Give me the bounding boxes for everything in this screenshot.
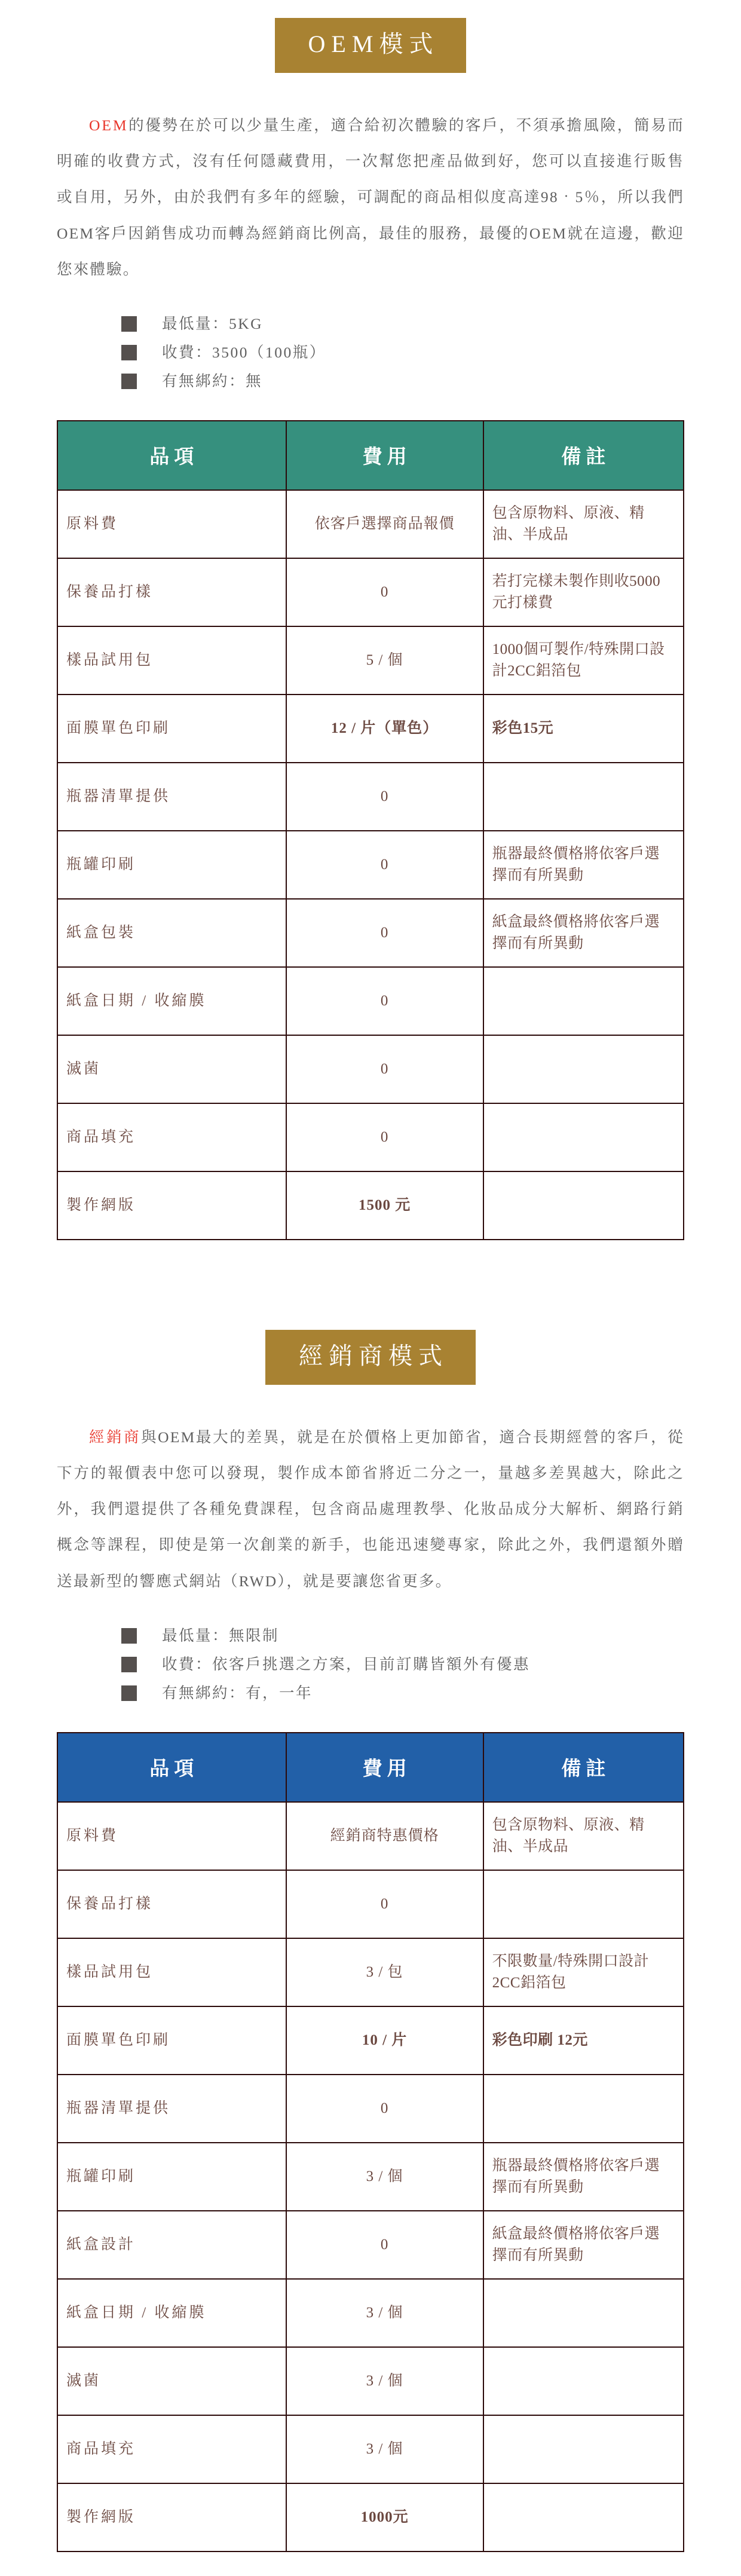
table-row — [57, 899, 684, 967]
cell-fee: 0 — [286, 2211, 483, 2279]
bottom-spacer — [0, 2552, 741, 2576]
table-row — [57, 2483, 684, 2551]
cell-fee: 0 — [286, 558, 483, 626]
cell-fee: 0 — [286, 1870, 483, 1938]
bullet-square-icon — [121, 374, 137, 389]
section-intro-paragraph — [57, 108, 684, 287]
table-row — [57, 2279, 684, 2347]
table-header-row — [57, 1733, 684, 1802]
table-row — [57, 2143, 684, 2211]
cell-fee: 1500 元 — [286, 1171, 483, 1240]
table-row — [57, 558, 684, 626]
cell-fee: 3 / 包 — [286, 1938, 483, 2006]
cell-item: 滅菌 — [57, 2347, 286, 2415]
cell-item: 紙盒包裝 — [57, 899, 286, 967]
cell-fee: 0 — [286, 1035, 483, 1103]
cell-item: 製作網版 — [57, 2483, 286, 2551]
table-row — [57, 1938, 684, 2006]
column-header-3: 備註 — [483, 421, 684, 490]
table-row — [57, 1103, 684, 1171]
cell-item: 保養品打樣 — [57, 558, 286, 626]
cell-item: 原料費 — [57, 490, 286, 558]
cell-fee: 0 — [286, 763, 483, 831]
list-item — [57, 1657, 684, 1672]
section-bullet-list — [57, 316, 684, 389]
cell-fee: 5 / 個 — [286, 626, 483, 695]
list-item — [57, 316, 684, 332]
bullet-label: 有無綁約：有，一年 — [162, 1684, 313, 1702]
cell-note — [483, 1870, 684, 1938]
table-row — [57, 2211, 684, 2279]
price-table-wrap — [57, 420, 684, 1240]
table-row — [57, 1870, 684, 1938]
cell-item: 面膜單色印刷 — [57, 2006, 286, 2075]
cell-note: 瓶器最終價格將依客戶選擇而有所異動 — [483, 2143, 684, 2211]
bullet-square-icon — [121, 345, 137, 360]
section-banner-wrap — [0, 1330, 741, 1385]
price-table-head — [57, 421, 684, 490]
table-row — [57, 1035, 684, 1103]
cell-item: 紙盒設計 — [57, 2211, 286, 2279]
list-item — [57, 345, 684, 360]
section-spacer — [0, 1240, 741, 1330]
cell-item: 瓶器清單提供 — [57, 2075, 286, 2143]
cell-item: 紙盒日期 / 收縮膜 — [57, 2279, 286, 2347]
cell-note — [483, 2279, 684, 2347]
cell-note: 紙盒最終價格將依客戶選擇而有所異動 — [483, 2211, 684, 2279]
cell-note: 紙盒最終價格將依客戶選擇而有所異動 — [483, 899, 684, 967]
column-header-1: 品項 — [57, 1733, 286, 1802]
pricing-section-2 — [0, 1330, 741, 2552]
cell-fee: 3 / 個 — [286, 2415, 483, 2483]
table-row — [57, 2075, 684, 2143]
list-item — [57, 1628, 684, 1644]
table-row — [57, 1171, 684, 1240]
bullet-label: 最低量：無限制 — [162, 1626, 280, 1644]
cell-note: 彩色15元 — [483, 695, 684, 763]
table-row — [57, 763, 684, 831]
bullet-label: 收費：依客戶挑選之方案，目前訂購皆額外有優惠 — [162, 1655, 531, 1673]
price-table-head — [57, 1733, 684, 1802]
table-row — [57, 1802, 684, 1870]
bullet-square-icon — [121, 1628, 137, 1644]
cell-item: 原料費 — [57, 1802, 286, 1870]
cell-item: 保養品打樣 — [57, 1870, 286, 1938]
cell-fee: 依客戶選擇商品報價 — [286, 490, 483, 558]
table-row — [57, 2415, 684, 2483]
table-row — [57, 2006, 684, 2075]
table-row — [57, 626, 684, 695]
cell-fee: 12 / 片（單色） — [286, 695, 483, 763]
price-table-wrap — [57, 1732, 684, 2552]
pricing-section-1 — [0, 18, 741, 1240]
cell-note — [483, 1171, 684, 1240]
cell-note — [483, 2075, 684, 2143]
cell-fee: 10 / 片 — [286, 2006, 483, 2075]
table-row — [57, 831, 684, 899]
table-row — [57, 695, 684, 763]
cell-item: 商品填充 — [57, 2415, 286, 2483]
bullet-square-icon — [121, 1685, 137, 1701]
table-row — [57, 2347, 684, 2415]
cell-note — [483, 967, 684, 1035]
list-item — [57, 374, 684, 389]
intro-body-text: 與OEM最大的差異，就是在於價格上更加節省，適合長期經營的客戶，從下方的報價表中您可以發現，製作成本節省將近二分之一，量越多差異越大，除此之外，我們還提供了各種免費課程，包含商品處理教學、化妝品成分大解析、網路行銷概念等課程，即使是第一次創業的新手，也能迅速變專家，除此之外，我們還額外贈送最新型的響應式網站（RWD），就是要讓您省更多。 — [57, 1428, 684, 1590]
cell-note: 瓶器最終價格將依客戶選擇而有所異動 — [483, 831, 684, 899]
cell-note — [483, 1103, 684, 1171]
cell-fee: 3 / 個 — [286, 2347, 483, 2415]
intro-accent-term: 經銷商 — [89, 1428, 141, 1446]
column-header-2: 費用 — [286, 421, 483, 490]
price-table — [57, 420, 684, 1240]
bullet-square-icon — [121, 1657, 137, 1672]
sections-container — [0, 18, 741, 2552]
table-row — [57, 967, 684, 1035]
section-banner-wrap — [0, 18, 741, 73]
section-bullet-list — [57, 1628, 684, 1701]
section-banner-title: OEM模式 — [275, 18, 467, 73]
cell-item: 樣品試用包 — [57, 1938, 286, 2006]
cell-note — [483, 2347, 684, 2415]
cell-fee: 經銷商特惠價格 — [286, 1802, 483, 1870]
cell-note: 不限數量/特殊開口設計2CC鋁箔包 — [483, 1938, 684, 2006]
cell-note — [483, 2415, 684, 2483]
cell-fee: 0 — [286, 1103, 483, 1171]
section-banner-title: 經銷商模式 — [265, 1330, 476, 1385]
intro-body-text: 的優勢在於可以少量生產，適合給初次體驗的客戶，不須承擔風險，簡易而明確的收費方式，沒有任何隱藏費用，一次幫您把產品做到好，您可以直接進行販售或自用，另外，由於我們有多年的經驗，可調配的商品相似度高達98‧5％，所以我們OEM客戶因銷售成功而轉為經銷商比例高，最佳的服務，最優的OEM就在這邊，歡迎您來體驗。 — [57, 117, 684, 278]
bullet-label: 最低量：5KG — [162, 315, 264, 333]
price-table — [57, 1732, 684, 2552]
cell-note: 包含原物料、原液、精油、半成品 — [483, 1802, 684, 1870]
intro-accent-term: OEM — [89, 117, 128, 134]
cell-note: 若打完樣未製作則收5000元打樣費 — [483, 558, 684, 626]
cell-fee: 3 / 個 — [286, 2143, 483, 2211]
cell-fee: 0 — [286, 967, 483, 1035]
cell-fee: 3 / 個 — [286, 2279, 483, 2347]
cell-note: 包含原物料、原液、精油、半成品 — [483, 490, 684, 558]
section-intro-paragraph — [57, 1419, 684, 1599]
column-header-1: 品項 — [57, 421, 286, 490]
bullet-label: 收費：3500（100瓶） — [162, 344, 326, 362]
price-table-body — [57, 1802, 684, 2551]
column-header-2: 費用 — [286, 1733, 483, 1802]
cell-item: 樣品試用包 — [57, 626, 286, 695]
cell-fee: 0 — [286, 2075, 483, 2143]
cell-item: 瓶罐印刷 — [57, 2143, 286, 2211]
cell-item: 紙盒日期 / 收縮膜 — [57, 967, 286, 1035]
cell-fee: 0 — [286, 831, 483, 899]
table-row — [57, 490, 684, 558]
price-table-body — [57, 490, 684, 1240]
cell-item: 製作網版 — [57, 1171, 286, 1240]
cell-item: 商品填充 — [57, 1103, 286, 1171]
cell-fee: 1000元 — [286, 2483, 483, 2551]
cell-item: 瓶器清單提供 — [57, 763, 286, 831]
table-header-row — [57, 421, 684, 490]
cell-item: 瓶罐印刷 — [57, 831, 286, 899]
bullet-square-icon — [121, 316, 137, 332]
column-header-3: 備註 — [483, 1733, 684, 1802]
cell-note — [483, 763, 684, 831]
cell-note: 彩色印刷 12元 — [483, 2006, 684, 2075]
cell-note — [483, 2483, 684, 2551]
cell-item: 滅菌 — [57, 1035, 286, 1103]
cell-item: 面膜單色印刷 — [57, 695, 286, 763]
cell-fee: 0 — [286, 899, 483, 967]
list-item — [57, 1685, 684, 1701]
cell-note — [483, 1035, 684, 1103]
cell-note: 1000個可製作/特殊開口設計2CC鋁箔包 — [483, 626, 684, 695]
bullet-label: 有無綁約：無 — [162, 372, 263, 390]
